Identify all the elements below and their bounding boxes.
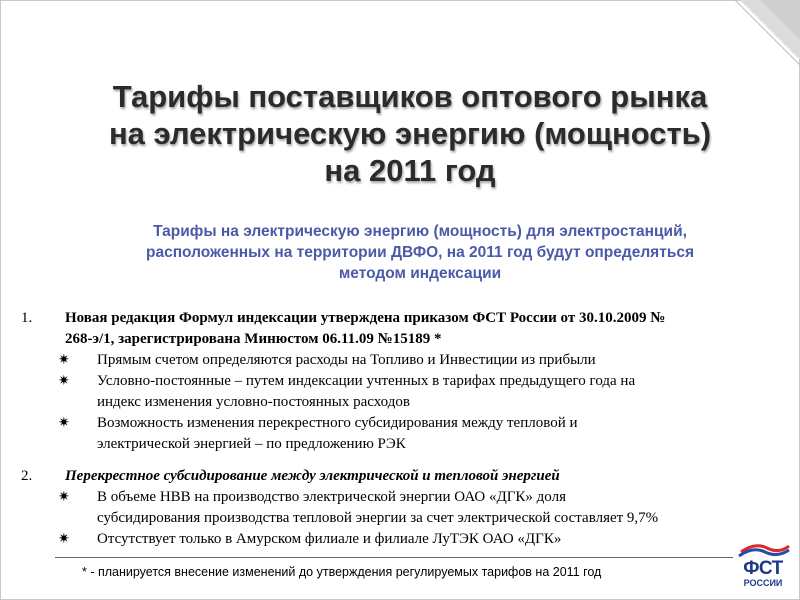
sub-list-item	[0, 413, 800, 455]
sub-list-item	[0, 350, 800, 371]
logo-text: ФСТ	[743, 558, 783, 579]
star-bullet-icon: ✷	[58, 489, 70, 505]
numbered-list	[0, 308, 800, 550]
subtitle-line: методом индексации	[338, 265, 502, 282]
star-bullet-icon: ✷	[58, 352, 70, 368]
item-number: 1.	[21, 310, 33, 326]
slide-subtitle	[80, 221, 760, 284]
item-text-line: 268-э/1, зарегистрирована Минюстом 06.11.09 №15189 *	[65, 331, 442, 347]
slide-title	[60, 78, 760, 189]
title-line: Тарифы поставщиков оптового рынка	[112, 79, 708, 114]
sub-item-line: Возможность изменения перекрестного субсидирования между тепловой и	[97, 415, 578, 431]
footnote-divider	[55, 557, 733, 558]
sub-item-line: Прямым счетом определяются расходы на Топливо и Инвестиции из прибыли	[97, 352, 596, 368]
sub-list-item	[0, 529, 800, 550]
title-line: на электрическую энергию (мощность)	[108, 116, 712, 151]
item-text-line: Новая редакция Формул индексации утверждена приказом ФСТ России от 30.10.2009 №	[65, 310, 666, 326]
sub-list-item	[0, 371, 800, 413]
sub-item-line: Отсутствует только в Амурском филиале и филиале ЛуТЭК ОАО «ДГК»	[97, 531, 562, 547]
star-bullet-icon: ✷	[58, 531, 70, 547]
sub-item-line: Условно-постоянные – путем индексации учтенных в тарифах предыдущего года на	[97, 373, 636, 389]
sub-list-item	[0, 487, 800, 529]
star-bullet-icon: ✷	[58, 415, 70, 431]
list-item	[0, 466, 800, 487]
sub-item-line: В объеме НВВ на производство электрической энергии ОАО «ДГК» доля	[97, 489, 566, 505]
corner-decoration	[710, 0, 800, 90]
list-item	[0, 308, 800, 350]
star-bullet-icon: ✷	[58, 373, 70, 389]
subtitle-line: Тарифы на электрическую энергию (мощность) для электростанций,	[153, 223, 687, 240]
sub-item-line: субсидирования производства тепловой энергии за счет электрической составляет 9,7%	[97, 510, 659, 526]
flag-wave-icon	[733, 540, 793, 560]
fst-logo	[733, 540, 793, 598]
title-line: на 2011 год	[324, 153, 496, 188]
sub-item-line: индекс изменения условно-постоянных расходов	[97, 394, 410, 410]
footnote: * - планируется внесение изменений до утверждения регулируемых тарифов на 2011 год	[82, 565, 602, 579]
item-text-line: Перекрестное субсидирование между электрической и тепловой энергией	[65, 468, 560, 484]
item-number: 2.	[21, 468, 33, 484]
subtitle-line: расположенных на территории ДВФО, на 2011 год будут определяться	[145, 244, 695, 261]
logo-subtext: РОССИИ	[743, 578, 783, 588]
sub-item-line: электрической энергией – по предложению РЭК	[97, 436, 406, 452]
